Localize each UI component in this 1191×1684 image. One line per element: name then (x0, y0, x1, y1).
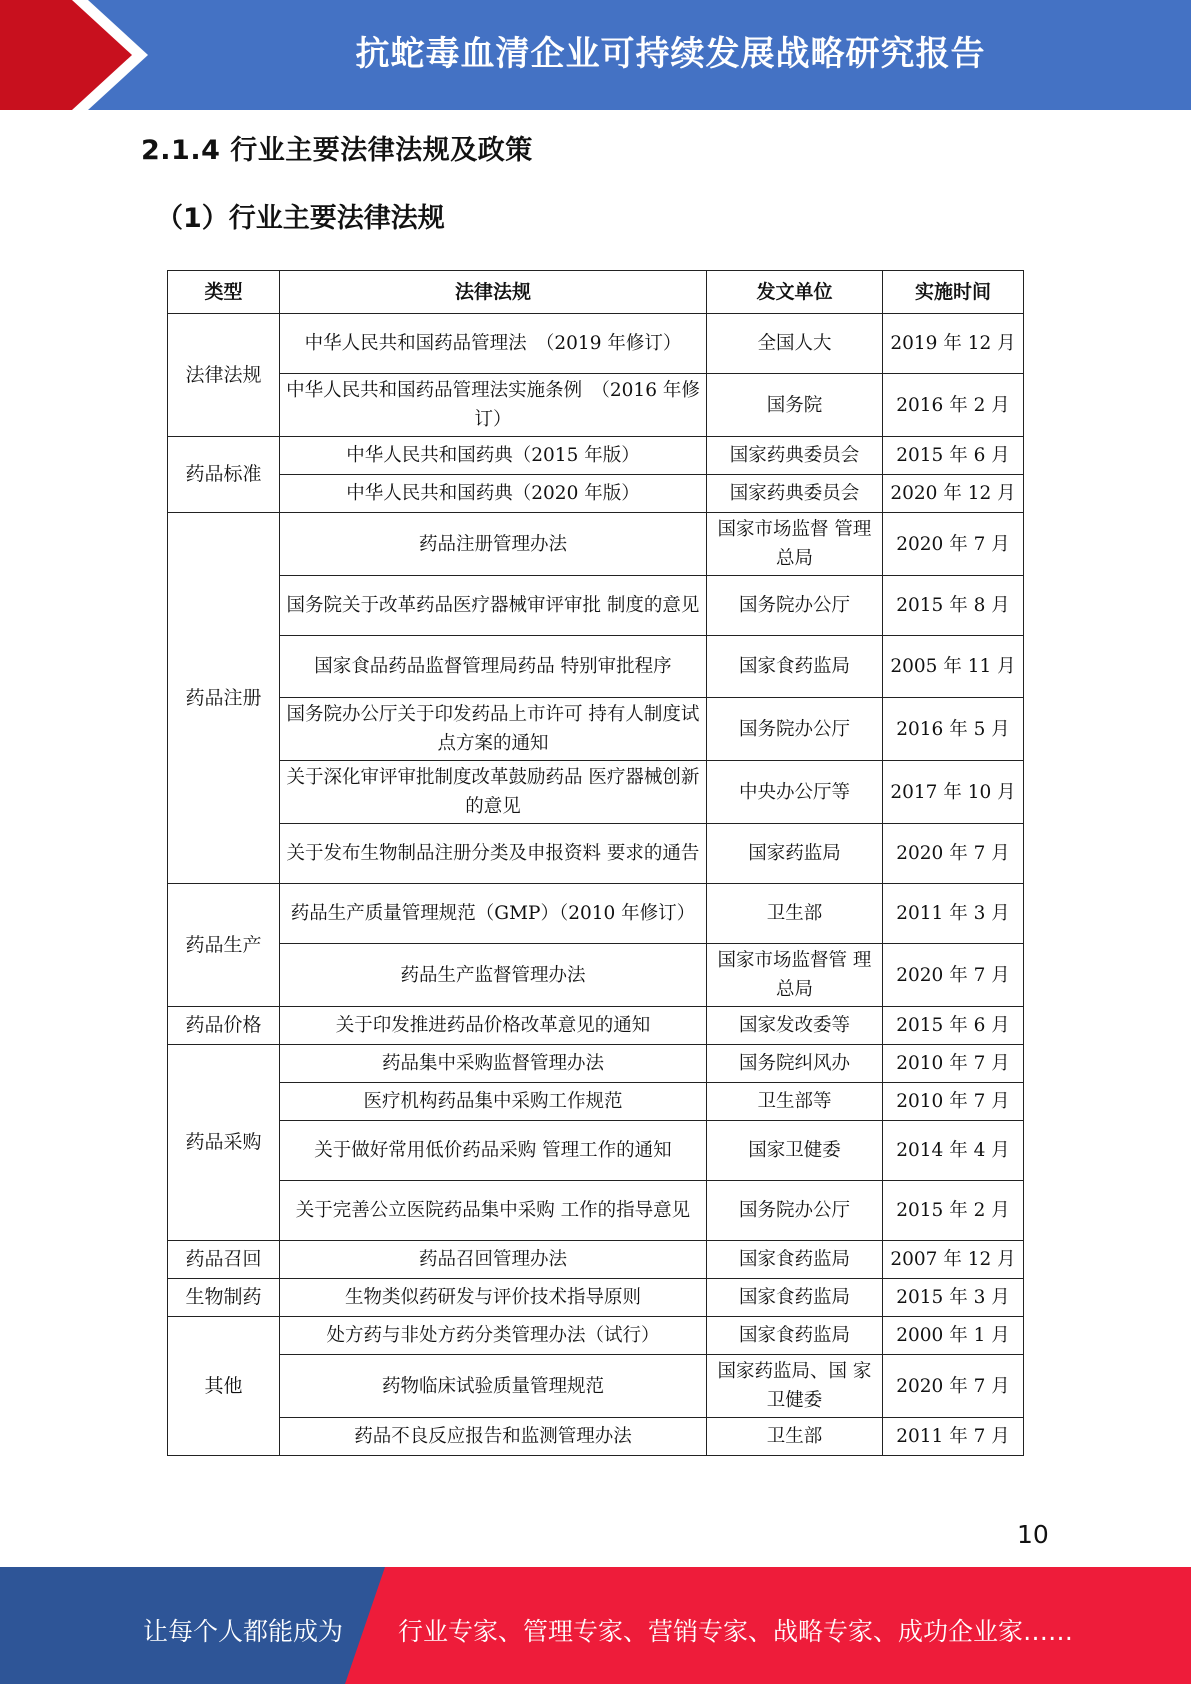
law-cell: 国务院办公厅关于印发药品上市许可 持有人制度试点方案的通知 (280, 698, 707, 761)
table-row (168, 1083, 1024, 1121)
date-cell: 2017 年 10 月 (883, 761, 1024, 824)
issuer-cell: 国家食药监局 (707, 1279, 883, 1317)
law-cell: 中华人民共和国药典（2020 年版） (280, 475, 707, 513)
issuer-cell: 卫生部等 (707, 1083, 883, 1121)
table-row (168, 1418, 1024, 1456)
issuer-cell: 国务院办公厅 (707, 576, 883, 636)
date-cell: 2016 年 2 月 (883, 374, 1024, 437)
issuer-cell: 国家食药监局 (707, 1241, 883, 1279)
date-cell: 2010 年 7 月 (883, 1045, 1024, 1083)
issuer-cell: 中央办公厅等 (707, 761, 883, 824)
issuer-cell: 国务院办公厅 (707, 698, 883, 761)
category-cell: 药品注册 (168, 513, 280, 884)
page-number: 10 (1017, 1520, 1049, 1549)
column-header: 实施时间 (883, 271, 1024, 314)
table-row (168, 1317, 1024, 1355)
issuer-cell: 国家药监局、国 家卫健委 (707, 1355, 883, 1418)
law-cell: 药物临床试验质量管理规范 (280, 1355, 707, 1418)
table-row (168, 1279, 1024, 1317)
law-cell: 关于深化审评审批制度改革鼓励药品 医疗器械创新的意见 (280, 761, 707, 824)
date-cell: 2015 年 6 月 (883, 437, 1024, 475)
footer-slogan-right: 行业专家、管理专家、营销专家、战略专家、成功企业家…… (398, 1617, 1074, 1646)
date-cell: 2015 年 8 月 (883, 576, 1024, 636)
issuer-cell: 国家药典委员会 (707, 475, 883, 513)
law-cell: 医疗机构药品集中采购工作规范 (280, 1083, 707, 1121)
date-cell: 2016 年 5 月 (883, 698, 1024, 761)
category-cell: 药品价格 (168, 1007, 280, 1045)
table-row (168, 824, 1024, 884)
table-row (168, 1355, 1024, 1418)
table-row (168, 761, 1024, 824)
category-cell: 生物制药 (168, 1279, 280, 1317)
issuer-cell: 国家市场监督 管理总局 (707, 513, 883, 576)
header-banner (0, 0, 1191, 110)
regulations-table (167, 270, 1024, 1456)
date-cell: 2015 年 6 月 (883, 1007, 1024, 1045)
date-cell: 2000 年 1 月 (883, 1317, 1024, 1355)
law-cell: 中华人民共和国药品管理法 （2019 年修订） (280, 314, 707, 374)
date-cell: 2014 年 4 月 (883, 1121, 1024, 1181)
table-row (168, 1007, 1024, 1045)
category-cell: 药品采购 (168, 1045, 280, 1241)
footer-slogan-left: 让每个人都能成为 (143, 1617, 344, 1646)
law-cell: 药品生产监督管理办法 (280, 944, 707, 1007)
issuer-cell: 国家市场监督管 理总局 (707, 944, 883, 1007)
table-header-row (168, 271, 1024, 314)
law-cell: 关于做好常用低价药品采购 管理工作的通知 (280, 1121, 707, 1181)
subsection-heading: （1）行业主要法律法规 (156, 203, 445, 234)
table-row (168, 636, 1024, 698)
issuer-cell: 国务院纠风办 (707, 1045, 883, 1083)
table-row (168, 475, 1024, 513)
table-row (168, 1241, 1024, 1279)
report-title: 抗蛇毒血清企业可持续发展战略研究报告 (355, 34, 986, 74)
table-row (168, 1181, 1024, 1241)
issuer-cell: 国务院 (707, 374, 883, 437)
column-header: 类型 (168, 271, 280, 314)
column-header: 法律法规 (280, 271, 707, 314)
table-row (168, 698, 1024, 761)
law-cell: 药品召回管理办法 (280, 1241, 707, 1279)
table-row (168, 576, 1024, 636)
issuer-cell: 国家药监局 (707, 824, 883, 884)
issuer-cell: 卫生部 (707, 1418, 883, 1456)
date-cell: 2011 年 7 月 (883, 1418, 1024, 1456)
law-cell: 药品生产质量管理规范（GMP）（2010 年修订） (280, 884, 707, 944)
law-cell: 国家食品药品监督管理局药品 特别审批程序 (280, 636, 707, 698)
issuer-cell: 国家卫健委 (707, 1121, 883, 1181)
category-cell: 法律法规 (168, 314, 280, 437)
date-cell: 2019 年 12 月 (883, 314, 1024, 374)
date-cell: 2020 年 7 月 (883, 824, 1024, 884)
table-row (168, 944, 1024, 1007)
date-cell: 2011 年 3 月 (883, 884, 1024, 944)
date-cell: 2020 年 7 月 (883, 944, 1024, 1007)
date-cell: 2020 年 7 月 (883, 513, 1024, 576)
issuer-cell: 国家食药监局 (707, 1317, 883, 1355)
category-cell: 药品生产 (168, 884, 280, 1007)
header-arrow-red (0, 0, 132, 110)
category-cell: 其他 (168, 1317, 280, 1456)
section-heading: 2.1.4 行业主要法律法规及政策 (141, 135, 533, 166)
date-cell: 2020 年 12 月 (883, 475, 1024, 513)
issuer-cell: 国家药典委员会 (707, 437, 883, 475)
table-row (168, 513, 1024, 576)
law-cell: 药品不良反应报告和监测管理办法 (280, 1418, 707, 1456)
law-cell: 关于完善公立医院药品集中采购 工作的指导意见 (280, 1181, 707, 1241)
issuer-cell: 全国人大 (707, 314, 883, 374)
law-cell: 药品集中采购监督管理办法 (280, 1045, 707, 1083)
law-cell: 生物类似药研发与评价技术指导原则 (280, 1279, 707, 1317)
law-cell: 中华人民共和国药品管理法实施条例 （2016 年修订） (280, 374, 707, 437)
issuer-cell: 国家发改委等 (707, 1007, 883, 1045)
date-cell: 2010 年 7 月 (883, 1083, 1024, 1121)
law-cell: 药品注册管理办法 (280, 513, 707, 576)
category-cell: 药品标准 (168, 437, 280, 513)
date-cell: 2015 年 3 月 (883, 1279, 1024, 1317)
header-arrow-graphic (0, 0, 150, 110)
law-cell: 关于印发推进药品价格改革意见的通知 (280, 1007, 707, 1045)
column-header: 发文单位 (707, 271, 883, 314)
table-row (168, 314, 1024, 374)
date-cell: 2005 年 11 月 (883, 636, 1024, 698)
table-row (168, 884, 1024, 944)
table-row (168, 1121, 1024, 1181)
table-row (168, 374, 1024, 437)
issuer-cell: 国家食药监局 (707, 636, 883, 698)
table-row (168, 437, 1024, 475)
law-cell: 国务院关于改革药品医疗器械审评审批 制度的意见 (280, 576, 707, 636)
date-cell: 2015 年 2 月 (883, 1181, 1024, 1241)
issuer-cell: 国务院办公厅 (707, 1181, 883, 1241)
law-cell: 处方药与非处方药分类管理办法（试行） (280, 1317, 707, 1355)
law-cell: 关于发布生物制品注册分类及申报资料 要求的通告 (280, 824, 707, 884)
category-cell: 药品召回 (168, 1241, 280, 1279)
table-body (168, 314, 1024, 1456)
table-row (168, 1045, 1024, 1083)
date-cell: 2007 年 12 月 (883, 1241, 1024, 1279)
date-cell: 2020 年 7 月 (883, 1355, 1024, 1418)
law-cell: 中华人民共和国药典（2015 年版） (280, 437, 707, 475)
issuer-cell: 卫生部 (707, 884, 883, 944)
